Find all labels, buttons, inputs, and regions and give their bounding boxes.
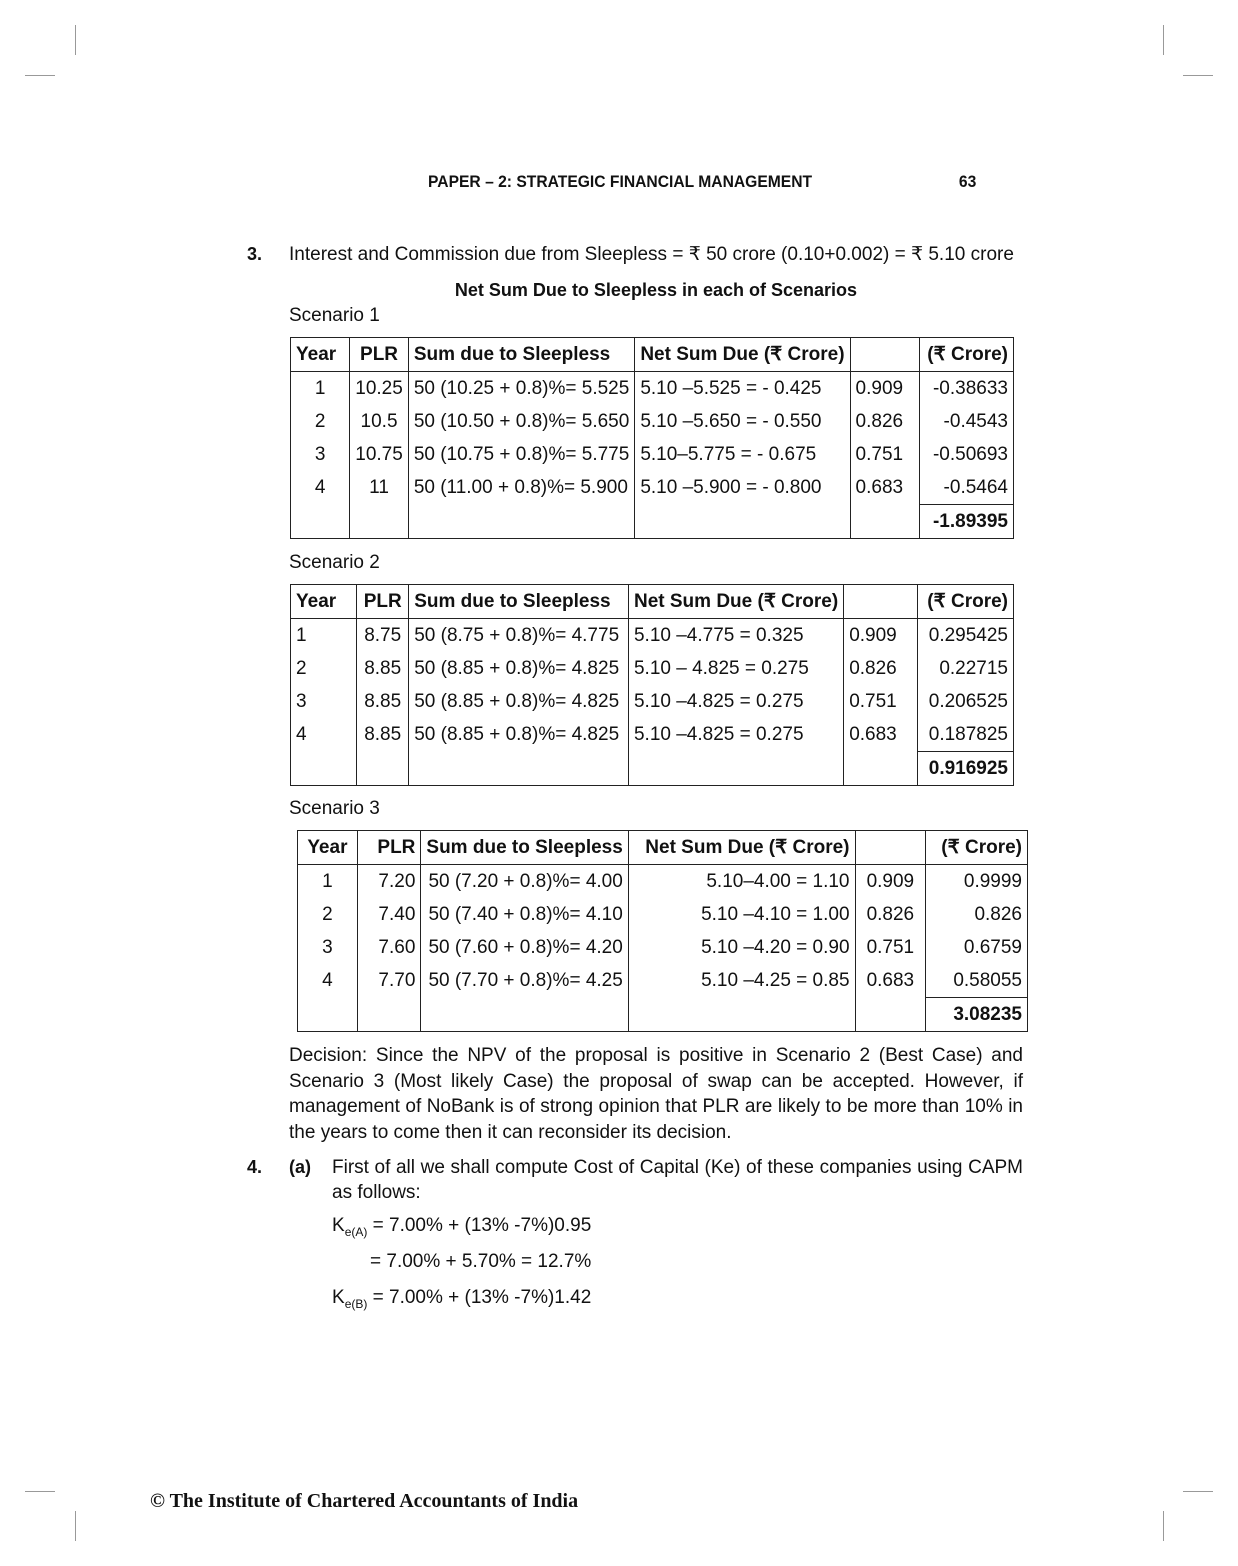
scenario-label: Scenario 1	[289, 305, 380, 326]
cell: 0.6759	[926, 931, 1028, 964]
cell: 50 (11.00 + 0.8)%= 5.900	[408, 471, 635, 505]
cell: -0.5464	[919, 471, 1013, 505]
cell: 7.40	[357, 898, 421, 931]
total-row	[291, 752, 1014, 786]
cell: 50 (7.70 + 0.8)%= 4.25	[421, 964, 628, 998]
cell: 50 (8.85 + 0.8)%= 4.825	[409, 718, 629, 752]
cell: 5.10 – 4.825 = 0.275	[628, 652, 843, 685]
table-row	[291, 652, 1014, 685]
col-header: Sum due to Sleepless	[408, 338, 635, 372]
formula-ke-a	[332, 1215, 591, 1239]
header-title: PAPER – 2: STRATEGIC FINANCIAL MANAGEMENT	[428, 172, 813, 191]
crop-mark	[1163, 1511, 1164, 1541]
cell: 0.826	[844, 652, 918, 685]
table-row	[291, 471, 1014, 505]
col-header: Net Sum Due (₹ Crore)	[635, 338, 850, 372]
cell: 1	[291, 619, 357, 653]
cell: 0.751	[844, 685, 918, 718]
cell: 5.10 –4.825 = 0.275	[628, 685, 843, 718]
formula-expression: = 7.00% + (13% -7%)0.95	[367, 1215, 592, 1236]
cell: 50 (10.50 + 0.8)%= 5.650	[408, 405, 635, 438]
col-header: Net Sum Due (₹ Crore)	[628, 831, 855, 865]
total-row	[298, 998, 1028, 1032]
total-value: 3.08235	[926, 998, 1028, 1032]
cell: 3	[298, 931, 358, 964]
formula-ke-b	[332, 1287, 591, 1311]
cell: 5.10 –4.775 = 0.325	[628, 619, 843, 653]
total-row	[291, 505, 1014, 539]
formula-expression: = 7.00% + (13% -7%)1.42	[367, 1287, 592, 1308]
cell: 5.10–5.775 = - 0.675	[635, 438, 850, 471]
scenario-1-table	[290, 337, 1014, 539]
cell: 5.10 –5.650 = - 0.550	[635, 405, 850, 438]
cell: 4	[291, 718, 357, 752]
col-header: Year	[291, 338, 350, 372]
crop-mark	[25, 75, 55, 76]
cell: 1	[291, 372, 350, 406]
crop-mark	[1183, 1491, 1213, 1492]
cell: -0.50693	[919, 438, 1013, 471]
cell: -0.4543	[919, 405, 1013, 438]
table-row	[291, 619, 1014, 653]
cell: 7.60	[357, 931, 421, 964]
cell: 0.683	[844, 718, 918, 752]
cell: 50 (7.20 + 0.8)%= 4.00	[421, 865, 628, 899]
table-row	[291, 438, 1014, 471]
cell: 0.909	[844, 619, 918, 653]
cell: 3	[291, 438, 350, 471]
cell: 5.10 –5.525 = - 0.425	[635, 372, 850, 406]
question-number: 4.	[247, 1157, 263, 1177]
col-header	[844, 585, 918, 619]
scenario-2-table	[290, 584, 1014, 786]
formula-symbol: K	[332, 1287, 345, 1308]
crop-mark	[1183, 75, 1213, 76]
total-value: 0.916925	[918, 752, 1014, 786]
cell: 8.85	[357, 685, 409, 718]
col-header	[855, 831, 926, 865]
cell: 50 (8.85 + 0.8)%= 4.825	[409, 685, 629, 718]
table-row	[298, 931, 1028, 964]
cell: 5.10 –4.25 = 0.85	[628, 964, 855, 998]
cell: 0.751	[855, 931, 926, 964]
question-number: 3.	[247, 244, 263, 264]
col-header: PLR	[350, 338, 409, 372]
cell: 0.206525	[918, 685, 1014, 718]
cell: 10.5	[350, 405, 409, 438]
cell: 50 (7.40 + 0.8)%= 4.10	[421, 898, 628, 931]
table-row	[291, 372, 1014, 406]
page-number: 63	[958, 172, 977, 191]
scenario-label: Scenario 3	[289, 798, 380, 819]
crop-mark	[1163, 25, 1164, 55]
cell: 0.9999	[926, 865, 1028, 899]
col-header: (₹ Crore)	[918, 585, 1014, 619]
crop-mark	[25, 1491, 55, 1492]
cell: 5.10 –5.900 = - 0.800	[635, 471, 850, 505]
cell: 50 (8.75 + 0.8)%= 4.775	[409, 619, 629, 653]
cell: 8.85	[357, 652, 409, 685]
col-header: (₹ Crore)	[926, 831, 1028, 865]
col-header: Sum due to Sleepless	[409, 585, 629, 619]
formula-subscript: e(A)	[344, 1224, 368, 1239]
cell: 5.10–4.00 = 1.10	[628, 865, 855, 899]
cell: 2	[291, 405, 350, 438]
cell: 3	[291, 685, 357, 718]
cell: 50 (10.25 + 0.8)%= 5.525	[408, 372, 635, 406]
cell: 1	[298, 865, 358, 899]
cell: 0.909	[855, 865, 926, 899]
cell: 4	[291, 471, 350, 505]
col-header	[850, 338, 919, 372]
col-header: Sum due to Sleepless	[421, 831, 628, 865]
cell: 0.826	[855, 898, 926, 931]
cell: 4	[298, 964, 358, 998]
q4-intro: First of all we shall compute Cost of Capital (Ke) of these companies using CAPM as follows:	[332, 1157, 1023, 1203]
footer-copyright: © The Institute of Chartered Accountants of India	[150, 1490, 579, 1512]
cell: 0.187825	[918, 718, 1014, 752]
cell: 0.22715	[918, 652, 1014, 685]
scenario-label: Scenario 2	[289, 552, 380, 573]
table-row	[291, 405, 1014, 438]
col-header: Year	[298, 831, 358, 865]
cell: 50 (7.60 + 0.8)%= 4.20	[421, 931, 628, 964]
cell: 8.75	[357, 619, 409, 653]
cell: 7.20	[357, 865, 421, 899]
cell: 7.70	[357, 964, 421, 998]
formula-subscript: e(B)	[344, 1296, 368, 1311]
table-row	[291, 685, 1014, 718]
crop-mark	[75, 25, 76, 55]
cell: 2	[298, 898, 358, 931]
cell: 0.295425	[918, 619, 1014, 653]
table-row	[298, 898, 1028, 931]
cell: 50 (10.75 + 0.8)%= 5.775	[408, 438, 635, 471]
decision-paragraph: Decision: Since the NPV of the proposal is positive in Scenario 2 (Best Case) and Scenario 3 (Most likely Case) the proposal of swap can be accepted. However, if management of NoBank is of strong opinion that PLR are likely to be more than 10% in the years to come then it can reconsider its decision.	[289, 1045, 1023, 1143]
total-value: -1.89395	[919, 505, 1013, 539]
cell: 0.826	[850, 405, 919, 438]
cell: 0.826	[926, 898, 1028, 931]
cell: 0.58055	[926, 964, 1028, 998]
table-row	[291, 718, 1014, 752]
cell: 5.10 –4.825 = 0.275	[628, 718, 843, 752]
cell: 8.85	[357, 718, 409, 752]
cell: 2	[291, 652, 357, 685]
cell: 0.683	[855, 964, 926, 998]
cell: 5.10 –4.10 = 1.00	[628, 898, 855, 931]
col-header: PLR	[357, 831, 421, 865]
cell: 5.10 –4.20 = 0.90	[628, 931, 855, 964]
cell: 0.909	[850, 372, 919, 406]
col-header: PLR	[357, 585, 409, 619]
cell: 10.75	[350, 438, 409, 471]
col-header: Year	[291, 585, 357, 619]
cell: 50 (8.85 + 0.8)%= 4.825	[409, 652, 629, 685]
table-row	[298, 865, 1028, 899]
scenario-3-table	[297, 830, 1028, 1032]
cell: 0.751	[850, 438, 919, 471]
col-header: (₹ Crore)	[919, 338, 1013, 372]
formula-ke-a-result: = 7.00% + 5.70% = 12.7%	[370, 1251, 592, 1272]
table-row	[298, 964, 1028, 998]
formula-symbol: K	[332, 1215, 345, 1236]
col-header: Net Sum Due (₹ Crore)	[628, 585, 843, 619]
crop-mark	[75, 1511, 76, 1541]
question-part: (a)	[289, 1157, 311, 1177]
cell: 11	[350, 471, 409, 505]
cell: -0.38633	[919, 372, 1013, 406]
q3-table-title: Net Sum Due to Sleepless in each of Scenarios	[454, 280, 858, 300]
cell: 0.683	[850, 471, 919, 505]
q3-intro: Interest and Commission due from Sleepless = ₹ 50 crore (0.10+0.002) = ₹ 5.10 crore	[289, 244, 1014, 265]
running-header	[428, 172, 976, 192]
cell: 10.25	[350, 372, 409, 406]
